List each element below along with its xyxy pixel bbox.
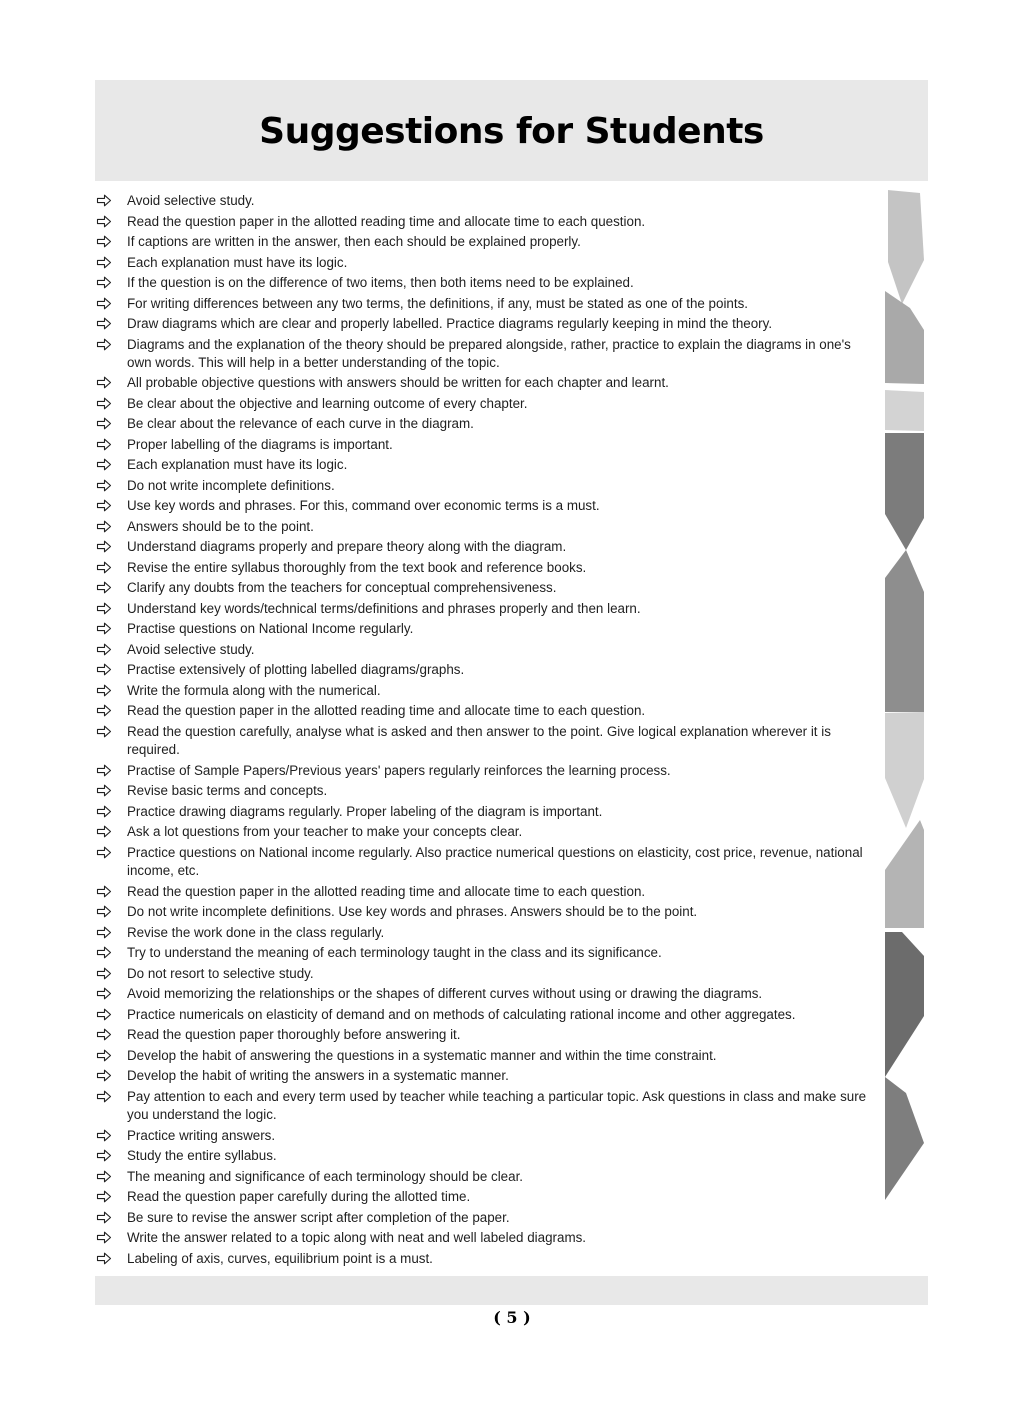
suggestion-text: Practice drawing diagrams regularly. Proper labeling of the diagram is important. bbox=[127, 803, 603, 819]
suggestion-text: Revise the work done in the class regularly. bbox=[127, 924, 385, 940]
suggestion-item bbox=[95, 436, 875, 454]
suggestion-text: Diagrams and the explanation of the theory should be prepared alongside, rather, practice to explain the diagrams in one's own words. This will help in a better understanding of the topic. bbox=[127, 336, 851, 370]
suggestion-item bbox=[95, 641, 875, 659]
right-arrow-outline-icon bbox=[95, 1026, 113, 1044]
suggestion-text: Read the question paper in the allotted reading time and allocate time to each question. bbox=[127, 703, 646, 719]
right-arrow-outline-icon bbox=[95, 1168, 113, 1186]
suggestion-text: Practise questions on National Income regularly. bbox=[127, 621, 414, 637]
right-arrow-outline-icon bbox=[95, 538, 113, 556]
suggestion-item bbox=[95, 702, 875, 720]
suggestion-text: The meaning and significance of each terminology should be clear. bbox=[127, 1168, 524, 1184]
suggestion-item bbox=[95, 803, 875, 821]
suggestion-item bbox=[95, 762, 875, 780]
suggestion-item bbox=[95, 985, 875, 1003]
suggestion-text: If the question is on the difference of two items, then both items need to be explained. bbox=[127, 275, 634, 290]
right-arrow-outline-icon bbox=[95, 295, 113, 313]
right-arrow-outline-icon bbox=[95, 844, 113, 862]
suggestion-item bbox=[95, 295, 875, 313]
suggestion-item bbox=[95, 336, 875, 373]
right-arrow-outline-icon bbox=[95, 762, 113, 780]
suggestion-item bbox=[95, 538, 875, 556]
right-arrow-outline-icon bbox=[95, 702, 113, 720]
suggestion-text: Be clear about the objective and learning outcome of every chapter. bbox=[127, 395, 528, 411]
suggestion-item bbox=[95, 254, 875, 272]
right-arrow-outline-icon bbox=[95, 985, 113, 1003]
side-tab-decoration bbox=[880, 190, 924, 1200]
side-tab-8 bbox=[885, 932, 924, 1077]
suggestion-text: Do not write incomplete definitions. bbox=[127, 477, 335, 493]
suggestion-item bbox=[95, 1088, 875, 1125]
suggestion-item bbox=[95, 274, 875, 292]
suggestion-item bbox=[95, 497, 875, 515]
right-arrow-outline-icon bbox=[95, 336, 113, 354]
suggestion-item bbox=[95, 823, 875, 841]
suggestion-item bbox=[95, 233, 875, 251]
right-arrow-outline-icon bbox=[95, 274, 113, 292]
right-arrow-outline-icon bbox=[95, 1147, 113, 1165]
right-arrow-outline-icon bbox=[95, 415, 113, 433]
suggestion-item bbox=[95, 415, 875, 433]
right-arrow-outline-icon bbox=[95, 233, 113, 251]
suggestion-list bbox=[95, 192, 875, 1270]
suggestion-item bbox=[95, 518, 875, 536]
suggestion-text: All probable objective questions with answers should be written for each chapter and learnt. bbox=[127, 375, 669, 391]
suggestion-item bbox=[95, 1229, 875, 1247]
page-number: ( 5 ) bbox=[493, 1308, 531, 1327]
suggestion-item bbox=[95, 1147, 875, 1165]
right-arrow-outline-icon bbox=[95, 600, 113, 618]
suggestion-text: Read the question paper thoroughly before answering it. bbox=[127, 1027, 461, 1043]
right-arrow-outline-icon bbox=[95, 579, 113, 597]
right-arrow-outline-icon bbox=[95, 1250, 113, 1268]
suggestion-text: Read the question carefully, analyse what is asked and then answer to the point. Give logical explanation wherever it is required. bbox=[127, 723, 831, 758]
right-arrow-outline-icon bbox=[95, 559, 113, 577]
page-title: Suggestions for Students bbox=[259, 111, 764, 152]
suggestion-item bbox=[95, 374, 875, 392]
suggestion-item bbox=[95, 723, 875, 760]
side-tab-2 bbox=[885, 291, 924, 384]
side-tab-4 bbox=[885, 433, 924, 550]
right-arrow-outline-icon bbox=[95, 315, 113, 333]
suggestion-text: Practice writing answers. bbox=[127, 1127, 276, 1143]
suggestion-item bbox=[95, 965, 875, 983]
right-arrow-outline-icon bbox=[95, 944, 113, 962]
suggestion-item bbox=[95, 456, 875, 474]
suggestion-text: Do not resort to selective study. bbox=[127, 965, 314, 981]
right-arrow-outline-icon bbox=[95, 436, 113, 454]
right-arrow-outline-icon bbox=[95, 374, 113, 392]
header-band bbox=[95, 80, 928, 181]
suggestion-item bbox=[95, 192, 875, 210]
suggestion-item bbox=[95, 1026, 875, 1044]
suggestion-text: Develop the habit of answering the questions in a systematic manner and within the time constraint. bbox=[127, 1047, 717, 1063]
right-arrow-outline-icon bbox=[95, 661, 113, 679]
side-tab-1 bbox=[888, 190, 924, 304]
suggestion-text: Be clear about the relevance of each curve in the diagram. bbox=[127, 416, 474, 432]
side-tab-9 bbox=[885, 1077, 924, 1200]
right-arrow-outline-icon bbox=[95, 456, 113, 474]
suggestion-item bbox=[95, 1168, 875, 1186]
suggestion-text: Read the question paper in the allotted reading time and allocate time to each question. bbox=[127, 883, 646, 899]
side-tab-6 bbox=[885, 712, 924, 828]
suggestion-text: Read the question paper carefully during the allotted time. bbox=[127, 1189, 471, 1205]
suggestion-text: Understand diagrams properly and prepare theory along with the diagram. bbox=[127, 539, 567, 555]
right-arrow-outline-icon bbox=[95, 965, 113, 983]
suggestion-text: Use key words and phrases. For this, command over economic terms is a must. bbox=[127, 498, 600, 514]
right-arrow-outline-icon bbox=[95, 213, 113, 231]
suggestion-text: Pay attention to each and every term used by teacher while teaching a particular topic. Ask questions in class and make sure you understand the logic. bbox=[127, 1088, 867, 1123]
suggestion-text: Study the entire syllabus. bbox=[127, 1148, 277, 1164]
suggestion-item bbox=[95, 1067, 875, 1085]
suggestion-item bbox=[95, 559, 875, 577]
right-arrow-outline-icon bbox=[95, 1209, 113, 1227]
suggestion-item bbox=[95, 1209, 875, 1227]
suggestion-text: Proper labelling of the diagrams is important. bbox=[127, 436, 393, 452]
right-arrow-outline-icon bbox=[95, 883, 113, 901]
suggestion-text: Practise of Sample Papers/Previous years' papers regularly reinforces the learning process. bbox=[127, 762, 671, 778]
right-arrow-outline-icon bbox=[95, 782, 113, 800]
right-arrow-outline-icon bbox=[95, 1006, 113, 1024]
suggestion-text: Draw diagrams which are clear and properly labelled. Practice diagrams regularly keeping in mind the theory. bbox=[127, 316, 773, 331]
suggestion-text: Understand key words/technical terms/definitions and phrases properly and then learn. bbox=[127, 600, 641, 616]
suggestion-item bbox=[95, 1127, 875, 1145]
suggestion-text: Avoid memorizing the relationships or the shapes of different curves without using or drawing the diagrams. bbox=[127, 986, 763, 1002]
suggestion-item bbox=[95, 661, 875, 679]
suggestion-text: For writing differences between any two terms, the definitions, if any, must be stated as one of the points. bbox=[127, 295, 749, 311]
suggestion-text: Practice numericals on elasticity of demand and on methods of calculating rational income and other aggregates. bbox=[127, 1006, 796, 1022]
suggestion-text: Each explanation must have its logic. bbox=[127, 457, 348, 473]
right-arrow-outline-icon bbox=[95, 903, 113, 921]
right-arrow-outline-icon bbox=[95, 682, 113, 700]
suggestion-item bbox=[95, 620, 875, 638]
suggestion-text: Practise extensively of plotting labelled diagrams/graphs. bbox=[127, 662, 465, 678]
suggestion-item bbox=[95, 1250, 875, 1268]
suggestion-text: Write the answer related to a topic along with neat and well labeled diagrams. bbox=[127, 1230, 587, 1246]
suggestion-text: Revise the entire syllabus thoroughly from the text book and reference books. bbox=[127, 559, 587, 575]
suggestion-item bbox=[95, 903, 875, 921]
side-tab-3 bbox=[885, 390, 924, 431]
suggestion-item bbox=[95, 844, 875, 881]
suggestion-item bbox=[95, 213, 875, 231]
right-arrow-outline-icon bbox=[95, 803, 113, 821]
suggestion-text: If captions are written in the answer, then each should be explained properly. bbox=[127, 234, 581, 249]
suggestion-text: Clarify any doubts from the teachers for conceptual comprehensiveness. bbox=[127, 580, 557, 596]
right-arrow-outline-icon bbox=[95, 1088, 113, 1106]
right-arrow-outline-icon bbox=[95, 641, 113, 659]
right-arrow-outline-icon bbox=[95, 395, 113, 413]
right-arrow-outline-icon bbox=[95, 620, 113, 638]
right-arrow-outline-icon bbox=[95, 1229, 113, 1247]
suggestion-text: Do not write incomplete definitions. Use key words and phrases. Answers should be to the point. bbox=[127, 904, 698, 920]
right-arrow-outline-icon bbox=[95, 1067, 113, 1085]
suggestion-text: Avoid selective study. bbox=[127, 193, 255, 208]
right-arrow-outline-icon bbox=[95, 723, 113, 741]
suggestion-text: Ask a lot questions from your teacher to make your concepts clear. bbox=[127, 824, 523, 840]
suggestion-text: Practice questions on National income regularly. Also practice numerical questions on elasticity, cost price, revenue, national income, etc. bbox=[127, 844, 863, 879]
right-arrow-outline-icon bbox=[95, 497, 113, 515]
suggestion-text: Avoid selective study. bbox=[127, 641, 255, 657]
suggestion-item bbox=[95, 1006, 875, 1024]
suggestion-item bbox=[95, 1047, 875, 1065]
right-arrow-outline-icon bbox=[95, 518, 113, 536]
suggestion-item bbox=[95, 924, 875, 942]
right-arrow-outline-icon bbox=[95, 823, 113, 841]
right-arrow-outline-icon bbox=[95, 477, 113, 495]
suggestion-item bbox=[95, 579, 875, 597]
suggestion-item bbox=[95, 944, 875, 962]
right-arrow-outline-icon bbox=[95, 1047, 113, 1065]
suggestion-item bbox=[95, 883, 875, 901]
right-arrow-outline-icon bbox=[95, 924, 113, 942]
suggestion-text: Labeling of axis, curves, equilibrium point is a must. bbox=[127, 1250, 433, 1266]
suggestion-item bbox=[95, 315, 875, 333]
suggestion-item bbox=[95, 682, 875, 700]
suggestion-text: Be sure to revise the answer script after completion of the paper. bbox=[127, 1209, 510, 1225]
suggestion-text: Answers should be to the point. bbox=[127, 518, 314, 534]
footer-band bbox=[95, 1276, 928, 1305]
suggestion-item bbox=[95, 1188, 875, 1206]
right-arrow-outline-icon bbox=[95, 254, 113, 272]
suggestion-item bbox=[95, 782, 875, 800]
suggestion-item bbox=[95, 395, 875, 413]
suggestion-text: Read the question paper in the allotted reading time and allocate time to each question. bbox=[127, 213, 646, 229]
suggestion-item bbox=[95, 600, 875, 618]
suggestion-text: Each explanation must have its logic. bbox=[127, 254, 348, 270]
side-tab-7 bbox=[885, 820, 924, 928]
right-arrow-outline-icon bbox=[95, 1188, 113, 1206]
side-tab-5 bbox=[885, 550, 924, 712]
suggestion-item bbox=[95, 477, 875, 495]
suggestion-text: Revise basic terms and concepts. bbox=[127, 783, 328, 799]
right-arrow-outline-icon bbox=[95, 192, 113, 210]
right-arrow-outline-icon bbox=[95, 1127, 113, 1145]
suggestion-text: Develop the habit of writing the answers in a systematic manner. bbox=[127, 1068, 509, 1084]
suggestion-text: Try to understand the meaning of each terminology taught in the class and its significance. bbox=[127, 945, 662, 961]
suggestion-text: Write the formula along with the numerical. bbox=[127, 682, 381, 698]
